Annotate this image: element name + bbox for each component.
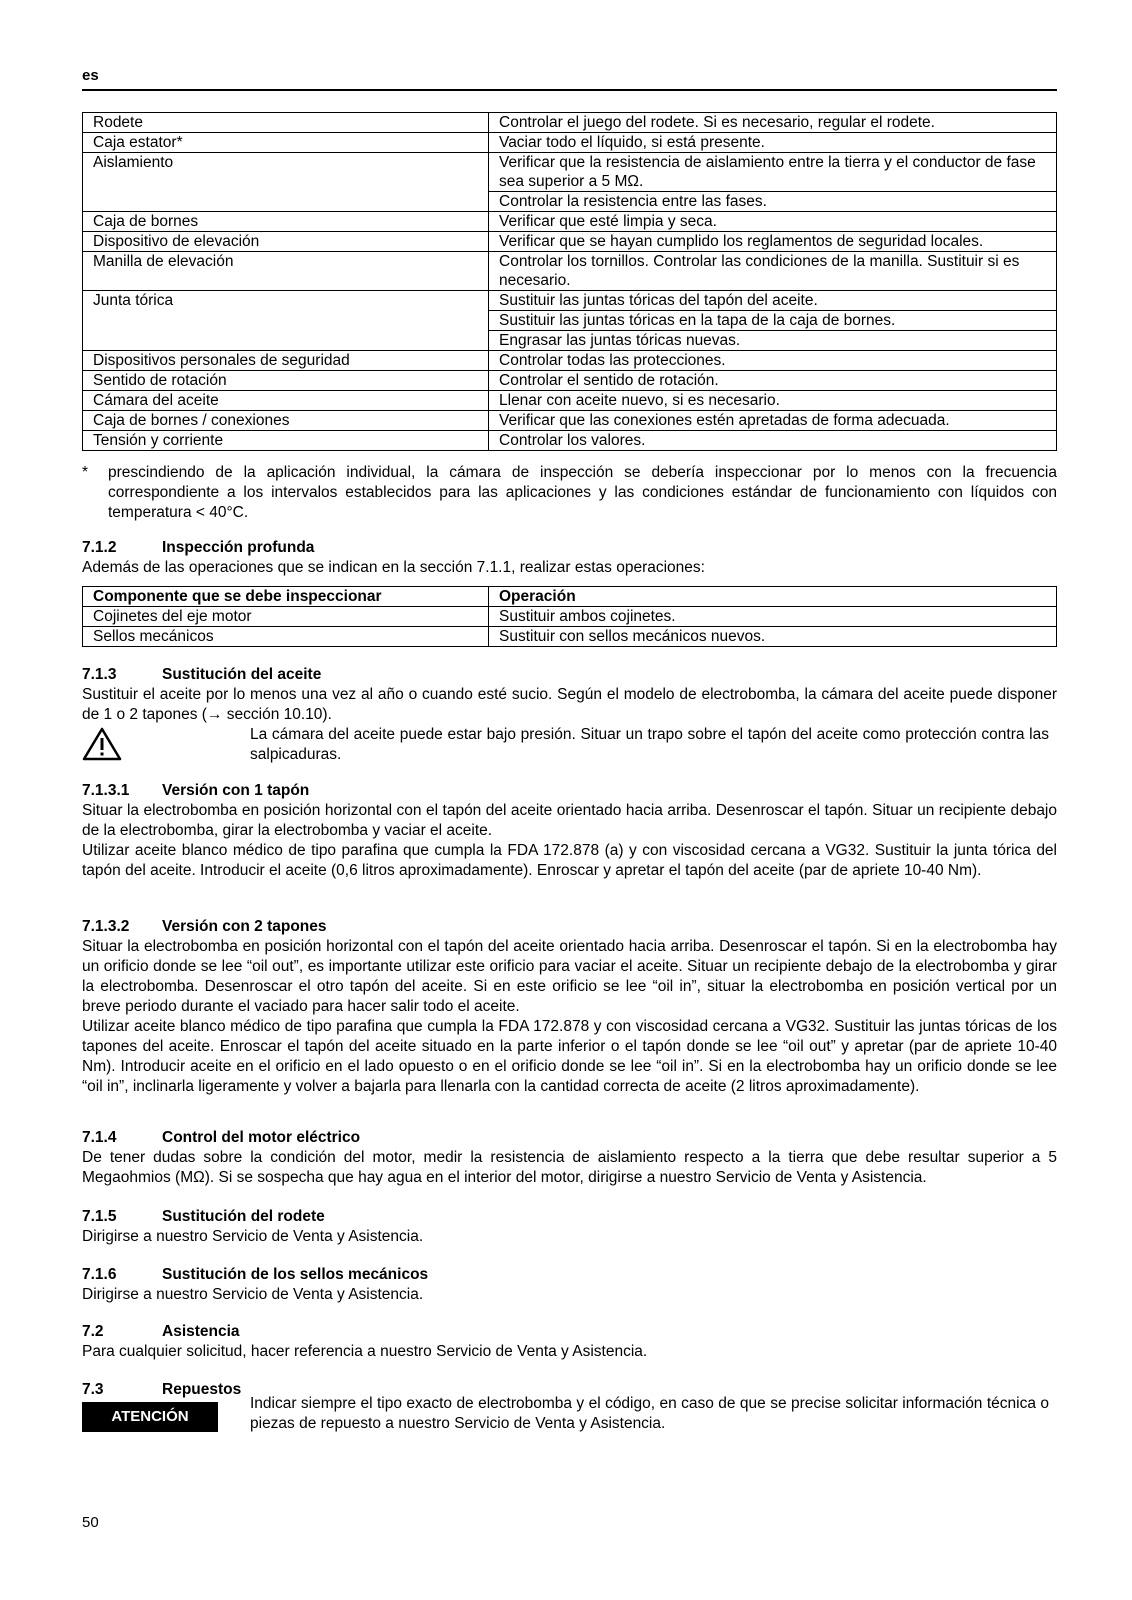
deep-inspection-table: [82, 586, 1057, 647]
table-row: [83, 331, 1057, 351]
section-7-2: [82, 1322, 1057, 1362]
section-number: 7.1.3.2: [82, 918, 130, 935]
table-row: [83, 371, 1057, 391]
table-cell-operation: Vaciar todo el líquido, si está presente.: [489, 133, 1057, 153]
table-row: [83, 133, 1057, 153]
table-row: [83, 431, 1057, 451]
footnote-text: prescindiendo de la aplicación individual, la cámara de inspección se debería inspeccionar por lo menos con la frecuencia correspondiente a los intervalos establecidos para las aplicaciones y las condiciones estándar de funcionamiento con líquidos con temperatura < 40°C.: [108, 464, 1057, 521]
section-7-1-4: [82, 1128, 1057, 1188]
section-heading: [82, 665, 1057, 685]
table-cell-operation: Verificar que esté limpia y seca.: [489, 212, 1057, 232]
table-cell-component: Caja de bornes / conexiones: [83, 411, 489, 431]
section-7-1-2: [82, 538, 1057, 647]
table-cell-operation: Sustituir ambos cojinetes.: [489, 607, 1057, 627]
table-cell-component: Rodete: [83, 113, 489, 133]
table-row: [83, 212, 1057, 232]
section-body: Utilizar aceite blanco médico de tipo parafina que cumpla la FDA 172.878 y con viscosidad cercana a VG32. Sustituir las juntas tóricas de los tapones del aceite. Enroscar el tapón del aceite situado en la parte inferior o el tapón donde se lee “oil out” y apretar (par de apriete 10-40 Nm). Introducir aceite en el orificio en el lado opuesto o en el orificio donde se lee “oil in”. Si en la electrobomba hay un orificio donde se lee “oil in”, inclinarla ligeramente y volver a bajarla para llenarla con la cantidad correcta de aceite (2 litros aproximadamente).: [82, 1018, 1057, 1095]
table-row: [83, 291, 1057, 311]
section-number: 7.1.4: [82, 1129, 117, 1146]
table-cell-operation: Controlar la resistencia entre las fases.: [489, 192, 1057, 212]
table-cell-component: Caja de bornes: [83, 212, 489, 232]
section-number: 7.1.3.1: [82, 782, 130, 799]
section-number: 7.1.3: [82, 666, 117, 683]
section-title: Sustitución del rodete: [162, 1208, 325, 1225]
table-row: [83, 153, 1057, 192]
table-cell-operation: Sustituir con sellos mecánicos nuevos.: [489, 627, 1057, 647]
table-row: [83, 113, 1057, 133]
table-cell-component: Dispositivos personales de seguridad: [83, 351, 489, 371]
table-cell-operation: Verificar que la resistencia de aislamiento entre la tierra y el conductor de fase sea superior a 5 MΩ.: [489, 153, 1057, 192]
table-row: [83, 391, 1057, 411]
section-title: Versión con 2 tapones: [162, 918, 327, 935]
table-cell-component: Junta tórica: [83, 291, 489, 311]
section-heading: [82, 1265, 1057, 1285]
section-heading: [82, 1207, 1057, 1227]
language-code: es: [82, 67, 99, 84]
section-title: Repuestos: [162, 1381, 242, 1398]
table-row: [83, 627, 1057, 647]
table-cell-component: Sellos mecánicos: [83, 627, 489, 647]
section-heading: [82, 781, 1057, 801]
table-cell-empty: [83, 311, 489, 331]
section-body: De tener dudas sobre la condición del motor, medir la resistencia de aislamiento respecto a la tierra que debe resultar superior a 5 Megaohmios (MΩ). Si se sospecha que hay agua en el interior del motor, dirigirse a nuestro Servicio de Venta y Asistencia.: [82, 1149, 1057, 1186]
section-body: Dirigirse a nuestro Servicio de Venta y Asistencia.: [82, 1286, 424, 1303]
table-cell-operation: Sustituir las juntas tóricas del tapón del aceite.: [489, 291, 1057, 311]
attention-badge: ATENCIÓN: [82, 1402, 218, 1432]
section-body: Dirigirse a nuestro Servicio de Venta y Asistencia.: [82, 1228, 424, 1245]
table-cell-component: Caja estator*: [83, 133, 489, 153]
warning-triangle-icon: [82, 725, 250, 767]
table-cell-operation: Controlar el juego del rodete. Si es necesario, regular el rodete.: [489, 113, 1057, 133]
section-heading: [82, 917, 1057, 937]
section-number: 7.1.5: [82, 1208, 117, 1225]
table-row: [83, 607, 1057, 627]
section-body: Situar la electrobomba en posición horizontal con el tapón del aceite orientado hacia arriba. Desenroscar el tapón. Situar un recipiente debajo de la electrobomba, girar la electrobomba y vaciar el aceite.: [82, 802, 1057, 839]
section-title: Sustitución del aceite: [162, 666, 322, 683]
section-intro: Además de las operaciones que se indican en la sección 7.1.1, realizar estas operaciones:: [82, 559, 705, 576]
table-row: [83, 192, 1057, 212]
section-number: 7.1.6: [82, 1266, 117, 1283]
section-number: 7.2: [82, 1323, 104, 1340]
table-row: [83, 411, 1057, 431]
header-rule: [82, 89, 1057, 91]
table-row: [83, 232, 1057, 252]
table-header-operation: Operación: [489, 587, 1057, 607]
table-cell-component: Sentido de rotación: [83, 371, 489, 391]
section-body: Utilizar aceite blanco médico de tipo parafina que cumpla la FDA 172.878 (a) y con viscosidad cercana a VG32. Sustituir la junta tórica del tapón del aceite. Introducir el aceite (0,6 litros aproximadamente). Enroscar y apretar el tapón del aceite (par de apriete 10-40 Nm).: [82, 842, 1057, 879]
warning-note: [82, 725, 1057, 767]
page-number: 50: [82, 1514, 99, 1531]
table-header-component: Componente que se debe inspeccionar: [83, 587, 489, 607]
table-cell-component: Cámara del aceite: [83, 391, 489, 411]
table-cell-operation: Controlar el sentido de rotación.: [489, 371, 1057, 391]
section-body: Sustituir el aceite por lo menos una vez al año o cuando esté sucio. Según el modelo de electrobomba, la cámara del aceite puede disponer de 1 o 2 tapones (→ sección 10.10).: [82, 686, 1057, 723]
table-cell-component: Tensión y corriente: [83, 431, 489, 451]
table-cell-operation: Verificar que las conexiones estén apretadas de forma adecuada.: [489, 411, 1057, 431]
warning-text: La cámara del aceite puede estar bajo presión. Situar un trapo sobre el tapón del aceite como protección contra las salpicaduras.: [250, 726, 1049, 763]
section-number: 7.1.2: [82, 539, 117, 556]
table-cell-empty: [83, 331, 489, 351]
table-cell-empty: [83, 192, 489, 212]
section-body: Situar la electrobomba en posición horizontal con el tapón del aceite orientado hacia arriba. Desenroscar el tapón. Si en la electrobomba hay un orificio donde se lee “oil out”, es importante utilizar este orificio para vaciar el aceite. Situar un recipiente debajo de la electrobomba y girar la electrobomba. Desenroscar el otro tapón del aceite. Si en este orificio se lee “oil in”, situar la electrobomba en posición vertical por un breve periodo durante el vaciado para hacer salir todo el aceite.: [82, 938, 1057, 1015]
table-cell-operation: Verificar que se hayan cumplido los reglamentos de seguridad locales.: [489, 232, 1057, 252]
section-title: Control del motor eléctrico: [162, 1129, 361, 1146]
table-cell-operation: Controlar los tornillos. Controlar las condiciones de la manilla. Sustituir si es necesario.: [489, 252, 1057, 291]
table-row: [83, 311, 1057, 331]
section-body: Para cualquier solicitud, hacer referencia a nuestro Servicio de Venta y Asistencia.: [82, 1343, 648, 1360]
table-cell-operation: Engrasar las juntas tóricas nuevas.: [489, 331, 1057, 351]
section-number: 7.3: [82, 1381, 104, 1398]
section-title: Versión con 1 tapón: [162, 782, 310, 799]
section-title: Sustitución de los sellos mecánicos: [162, 1266, 429, 1283]
section-7-1-3: [82, 665, 1057, 767]
table-cell-operation: Llenar con aceite nuevo, si es necesario.: [489, 391, 1057, 411]
section-7-1-6: [82, 1265, 1057, 1305]
attention-text: Indicar siempre el tipo exacto de electrobomba y el código, en caso de que se precise solicitar información técnica o piezas de repuesto a nuestro Servicio de Venta y Asistencia.: [250, 1395, 1049, 1432]
table-cell-component: Cojinetes del eje motor: [83, 607, 489, 627]
attention-note: [82, 1394, 1057, 1434]
footnote-mark: *: [82, 464, 89, 481]
table-header-row: [83, 587, 1057, 607]
section-7-3: [82, 1380, 1057, 1434]
section-heading: [82, 1128, 1057, 1148]
table-row: [83, 351, 1057, 371]
section-7-1-3-1: [82, 781, 1057, 881]
section-heading: [82, 538, 1057, 558]
section-heading: [82, 1322, 1057, 1342]
section-7-1-5: [82, 1207, 1057, 1247]
table-row: [83, 252, 1057, 291]
table-cell-operation: Controlar los valores.: [489, 431, 1057, 451]
table-cell-component: Manilla de elevación: [83, 252, 489, 291]
table-cell-component: Dispositivo de elevación: [83, 232, 489, 252]
section-7-1-3-2: [82, 917, 1057, 1097]
section-title: Asistencia: [162, 1323, 240, 1340]
table-cell-operation: Sustituir las juntas tóricas en la tapa de la caja de bornes.: [489, 311, 1057, 331]
section-title: Inspección profunda: [162, 539, 315, 556]
attention-badge-wrap: [82, 1394, 250, 1432]
table-footnote: [82, 463, 1057, 523]
table-cell-operation: Controlar todas las protecciones.: [489, 351, 1057, 371]
inspection-table: [82, 112, 1057, 451]
table-cell-component: Aislamiento: [83, 153, 489, 192]
